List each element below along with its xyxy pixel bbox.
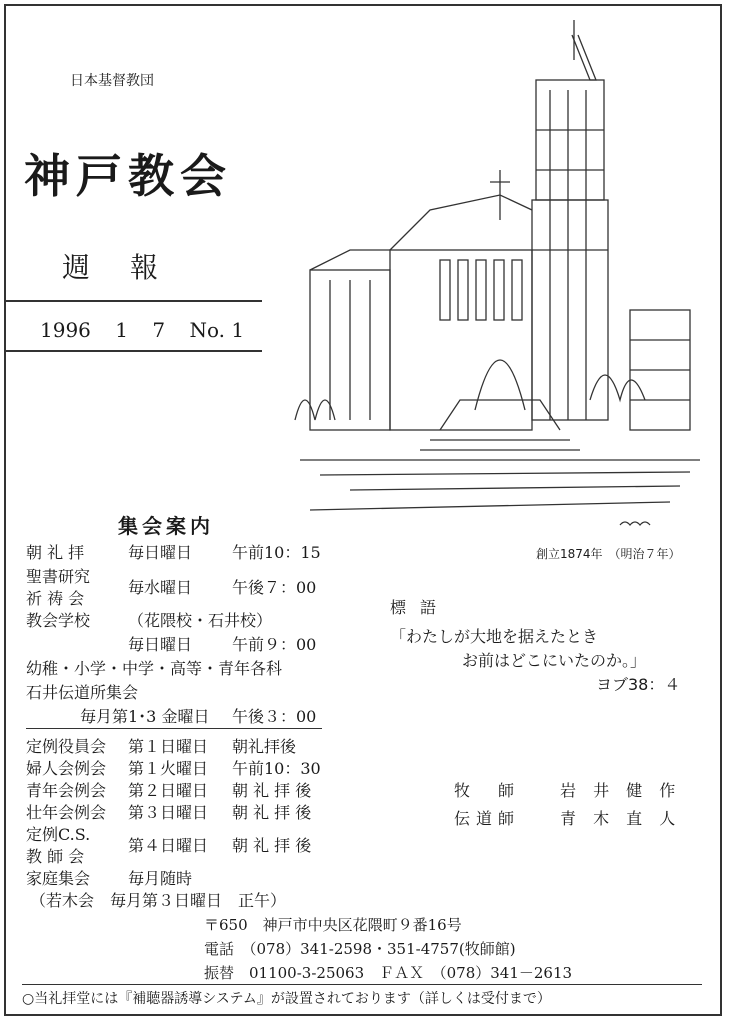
meeting-time: 午前10：30 bbox=[232, 759, 321, 778]
denomination: 日本基督教団 bbox=[70, 73, 154, 89]
meeting-when: 毎日曜日 bbox=[128, 543, 193, 562]
issue-month: 1 bbox=[115, 318, 128, 342]
staff-role: 牧 師 bbox=[454, 781, 521, 800]
bulletin-type: 週報 bbox=[62, 251, 199, 284]
meeting-name: 教 師 会 bbox=[26, 847, 85, 866]
meetings-divider bbox=[26, 728, 322, 729]
hearing-aid-notice: ○当礼拝堂には『補聴器誘導システム』が設置されております（詳しくは受付まで） bbox=[22, 991, 551, 1007]
meeting-name: 婦人会例会 bbox=[26, 759, 107, 778]
meeting-when: 第１日曜日 bbox=[128, 737, 209, 756]
church-phone: 電話 （078）341-2598・351-4757(牧師館) bbox=[204, 940, 516, 958]
issue-line bbox=[40, 318, 262, 342]
meeting-when: 第４日曜日 bbox=[128, 836, 209, 855]
meeting-when: 第１火曜日 bbox=[128, 759, 209, 778]
footer-rule bbox=[22, 984, 702, 985]
staff-name: 青 木 直 人 bbox=[560, 809, 682, 828]
meeting-name: 祈 祷 会 bbox=[26, 589, 85, 608]
meeting-time: 午後７：00 bbox=[232, 578, 317, 597]
founding-year: 創立1874年 （明治７年） bbox=[536, 547, 681, 561]
meeting-time: 朝礼拝後 bbox=[232, 737, 297, 756]
meeting-name: 壮年会例会 bbox=[26, 803, 107, 822]
meeting-when: 第３日曜日 bbox=[128, 803, 209, 822]
motto-reference: ヨブ38：４ bbox=[596, 675, 681, 694]
meeting-when: 毎月第1･3 金曜日 bbox=[80, 707, 210, 726]
meeting-time: 朝 礼 拝 後 bbox=[232, 836, 312, 855]
meeting-name: 石井伝道所集会 bbox=[26, 683, 139, 702]
meeting-time: 午前10：15 bbox=[232, 543, 321, 562]
meeting-name: 教会学校 bbox=[26, 611, 91, 630]
meeting-time: 午前９：00 bbox=[232, 635, 317, 654]
meeting-when: 毎日曜日 bbox=[128, 635, 193, 654]
meeting-name: 家庭集会 bbox=[26, 869, 91, 888]
staff-role: 伝道師 bbox=[454, 809, 521, 828]
meeting-when: （花隈校・石井校） bbox=[128, 611, 273, 630]
meeting-time: 朝 礼 拝 後 bbox=[232, 803, 312, 822]
meeting-time: 午後３：00 bbox=[232, 707, 317, 726]
meeting-when: 第２日曜日 bbox=[128, 781, 209, 800]
header-rule-bottom bbox=[6, 350, 262, 352]
issue-year: 1996 bbox=[40, 318, 91, 342]
meeting-when: 毎水曜日 bbox=[128, 578, 193, 597]
meeting-name: 定例役員会 bbox=[26, 737, 107, 756]
meeting-name: 聖書研究 bbox=[26, 567, 91, 586]
church-name: 神戸教会 bbox=[24, 149, 232, 203]
church-address: 〒650 神戸市中央区花隈町９番16号 bbox=[204, 916, 462, 934]
meetings-title: 集会案内 bbox=[118, 514, 214, 538]
meeting-time: 朝 礼 拝 後 bbox=[232, 781, 312, 800]
motto-heading: 標語 bbox=[390, 598, 451, 617]
meeting-name: 朝 礼 拝 bbox=[26, 543, 85, 562]
meeting-name: 定例C.S. bbox=[26, 825, 91, 844]
meeting-when: 毎月随時 bbox=[128, 869, 193, 888]
church-transfer-fax: 振替 01100-3-25063 ＦＡＸ （078）341－2613 bbox=[204, 964, 573, 982]
motto-line-1: 「わたしが大地を据えたとき bbox=[390, 627, 599, 646]
church-illustration bbox=[290, 20, 710, 540]
meeting-name: 青年会例会 bbox=[26, 781, 107, 800]
issue-day: 7 bbox=[152, 318, 166, 342]
staff-name: 岩 井 健 作 bbox=[560, 781, 682, 800]
issue-number: No. 1 bbox=[189, 318, 245, 342]
meeting-name: 幼稚・小学・中学・高等・青年各科 bbox=[26, 659, 283, 678]
header-rule-top bbox=[6, 300, 262, 302]
meeting-name: （若木会 毎月第３日曜日 正午） bbox=[30, 891, 287, 910]
motto-line-2: お前はどこにいたのか。」 bbox=[462, 651, 647, 670]
